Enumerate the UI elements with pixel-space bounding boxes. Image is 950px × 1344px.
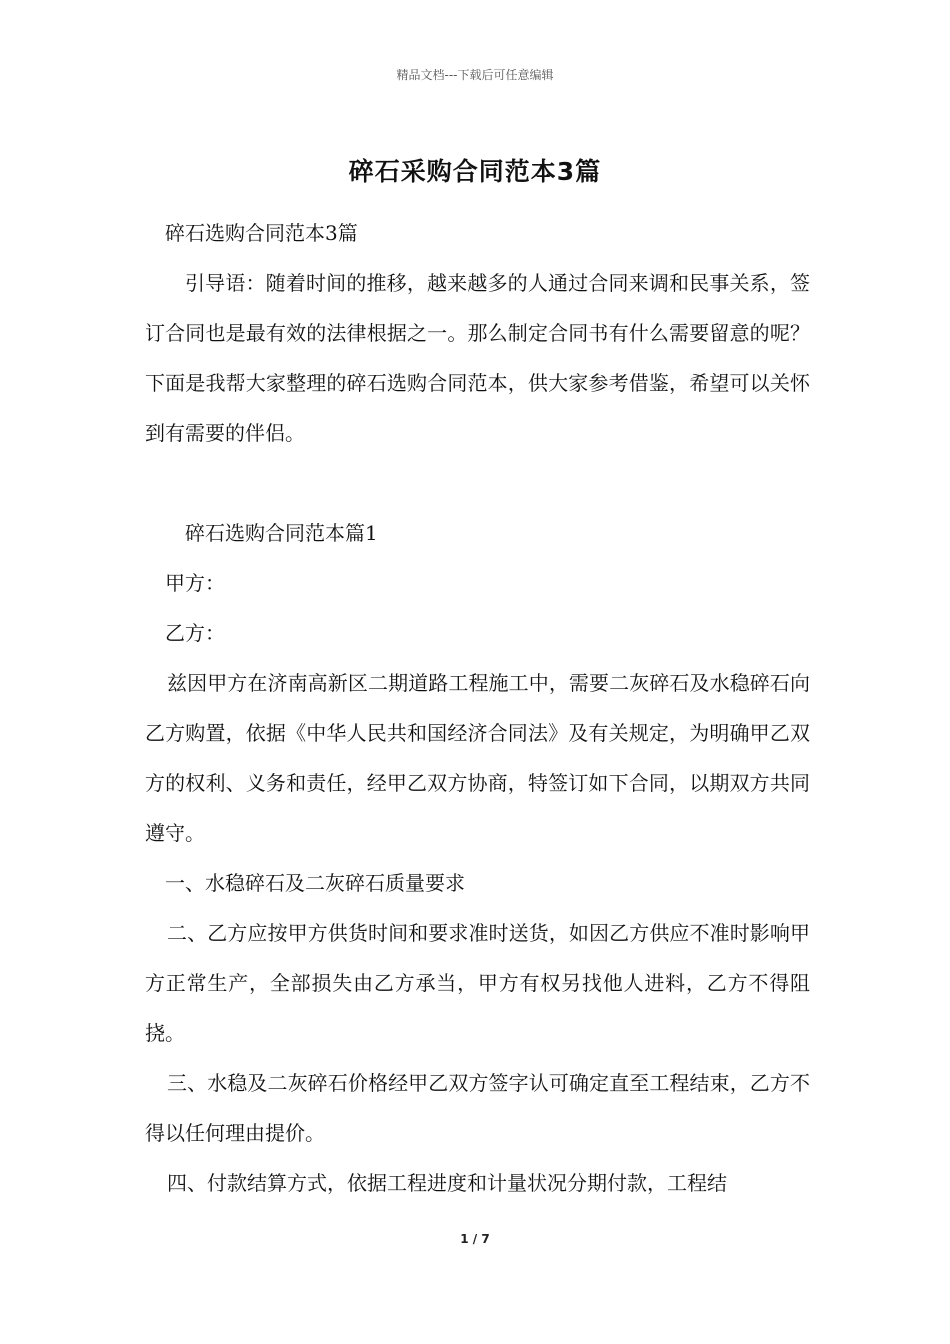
party-b-label: 乙方：	[165, 621, 225, 645]
preamble-paragraph: 兹因甲方在济南高新区二期道路工程施工中，需要二灰碎石及水稳碎石向乙方购置，依据《中华人民共和国经济合同法》及有关规定，为明确甲乙双方的权利、义务和责任，经甲乙双方协商，特签订如下合同，以期双方共同遵守。	[145, 671, 810, 845]
intro-paragraph: 引导语：随着时间的推移，越来越多的人通过合同来调和民事关系，签订合同也是最有效的法律根据之一。那么制定合同书有什么需要留意的呢？下面是我帮大家整理的碎石选购合同范本，供大家参考借鉴，希望可以关怀到有需要的伴侣。	[145, 271, 810, 445]
section-title: 碎石选购合同范本篇1	[185, 521, 378, 545]
document-subtitle: 碎石选购合同范本3篇	[165, 221, 358, 245]
clause-3: 三、水稳及二灰碎石价格经甲乙双方签字认可确定直至工程结束，乙方不得以任何理由提价。	[145, 1071, 810, 1145]
party-a-label: 甲方：	[165, 571, 225, 595]
document-title: 碎石采购合同范本3篇	[348, 157, 602, 186]
header-note: 精品文档---下载后可任意编辑	[396, 68, 554, 82]
clause-1: 一、水稳碎石及二灰碎石质量要求	[165, 871, 465, 895]
paragraph-gap	[145, 458, 810, 508]
page-indicator: 1 / 7	[460, 1232, 490, 1246]
document-body	[145, 208, 810, 1208]
clause-2: 二、乙方应按甲方供货时间和要求准时送货，如因乙方供应不准时影响甲方正常生产，全部损失由乙方承当，甲方有权另找他人进料，乙方不得阻挠。	[145, 921, 810, 1045]
clause-4: 四、付款结算方式，依据工程进度和计量状况分期付款，工程结	[167, 1171, 727, 1195]
